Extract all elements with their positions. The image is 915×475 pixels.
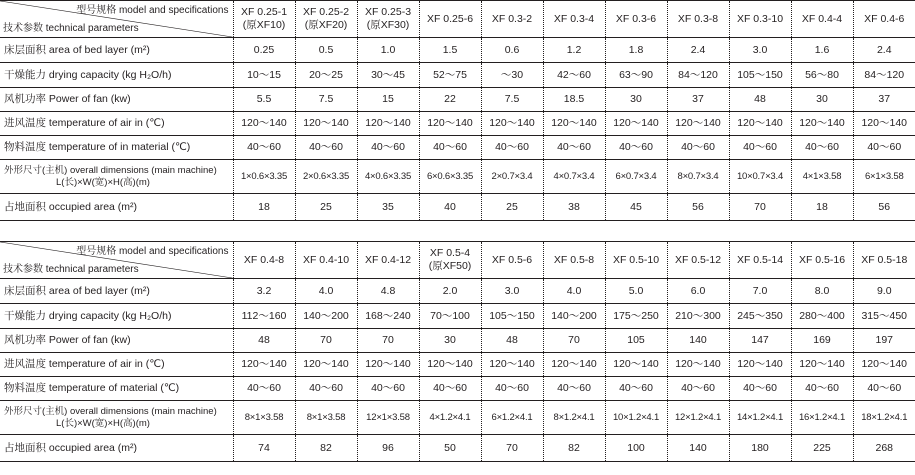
spec-row — [0, 279, 915, 304]
spec-value: 37 — [853, 88, 915, 112]
spec-value: 40～60 — [357, 377, 419, 401]
row-label-text: 占地面积 occupied area (m²) — [4, 441, 138, 454]
spec-value: 48 — [729, 88, 791, 112]
spec-value: 15 — [357, 88, 419, 112]
spec-value: 120～140 — [481, 112, 543, 136]
spec-value: 120～140 — [419, 353, 481, 377]
spec-value: 0.5 — [295, 38, 357, 63]
row-label — [0, 279, 233, 304]
spec-row — [0, 38, 915, 63]
spec-value: 40～60 — [791, 136, 853, 160]
spec-value: 40～60 — [729, 136, 791, 160]
spec-value: 4.0 — [543, 279, 605, 304]
spec-value: 10～15 — [233, 63, 295, 88]
model-name: XF 0.5-12 — [674, 253, 722, 266]
spec-value: 7.5 — [481, 88, 543, 112]
row-label-text: 占地面积 occupied area (m²) — [4, 200, 138, 213]
corner-bottom-label: 技术参数 technical parameters — [3, 264, 139, 275]
spec-value: 315～450 — [853, 304, 915, 329]
spec-value: 120～140 — [357, 112, 419, 136]
spec-value: 3.0 — [481, 279, 543, 304]
spec-value: 140～200 — [295, 304, 357, 329]
model-name: XF 0.4-8 — [243, 253, 285, 266]
row-label-text: 外形尺寸(主机) overall dimensions (main machine) — [4, 405, 217, 417]
spec-value: 6×0.6×3.35 — [419, 160, 481, 194]
spec-value: 14×1.2×4.1 — [729, 401, 791, 435]
spec-value: 30 — [419, 329, 481, 353]
row-label — [0, 304, 233, 329]
spec-value: 35 — [357, 194, 419, 221]
spec-value: 169 — [791, 329, 853, 353]
model-name: XF 0.25-3 — [364, 6, 412, 18]
row-label — [0, 329, 233, 353]
spec-value: 120～140 — [357, 353, 419, 377]
corner-top-label: 型号规格 model and specifications — [76, 5, 229, 16]
row-label-text: 外形尺寸(主机) overall dimensions (main machine) — [4, 164, 217, 176]
spec-value: 5.5 — [233, 88, 295, 112]
spec-row — [0, 112, 915, 136]
spec-row — [0, 160, 915, 194]
model-name: XF 0.5-8 — [553, 253, 595, 266]
spec-value: 42～60 — [543, 63, 605, 88]
spec-value: 120～140 — [791, 353, 853, 377]
spec-value: 45 — [605, 194, 667, 221]
spec-value: 1×0.6×3.35 — [233, 160, 295, 194]
model-header — [605, 1, 667, 38]
spec-value: 40～60 — [481, 136, 543, 160]
spec-value: 82 — [295, 435, 357, 462]
model-name: XF 0.5-6 — [491, 253, 533, 266]
spec-value: 120～140 — [667, 112, 729, 136]
model-name: XF 0.25-1 — [240, 6, 288, 18]
spec-value: 2×0.6×3.35 — [295, 160, 357, 194]
spec-value: 56 — [667, 194, 729, 221]
spec-value: 120～140 — [605, 112, 667, 136]
row-label — [0, 112, 233, 136]
spec-value: 120～140 — [729, 353, 791, 377]
model-name: XF 0.25-2 — [302, 6, 350, 18]
spec-value: 48 — [233, 329, 295, 353]
corner-top-label: 型号规格 model and specifications — [76, 246, 229, 257]
row-label-text: 风机功率 Power of fan (kw) — [4, 334, 131, 346]
spec-value: 112～160 — [233, 304, 295, 329]
model-header — [543, 242, 605, 279]
spec-value: 6×1.2×4.1 — [481, 401, 543, 435]
row-label — [0, 353, 233, 377]
spec-value: 70 — [481, 435, 543, 462]
spec-value: 268 — [853, 435, 915, 462]
spec-value: 120～140 — [543, 353, 605, 377]
row-label — [0, 160, 233, 194]
row-label-text: 干燥能力 drying capacity (kg H₂O/h) — [4, 68, 172, 81]
spec-value: 37 — [667, 88, 729, 112]
model-header — [791, 242, 853, 279]
spec-value: 280～400 — [791, 304, 853, 329]
spec-value: 70 — [357, 329, 419, 353]
spec-value: 12×1×3.58 — [357, 401, 419, 435]
spec-value: 40～60 — [853, 136, 915, 160]
row-label — [0, 377, 233, 401]
spec-value: 16×1.2×4.1 — [791, 401, 853, 435]
spec-value: 175～250 — [605, 304, 667, 329]
spec-value: 3.2 — [233, 279, 295, 304]
spec-value: 74 — [233, 435, 295, 462]
spec-value: 210～300 — [667, 304, 729, 329]
spec-value: 1.2 — [543, 38, 605, 63]
spec-value: 10×1.2×4.1 — [605, 401, 667, 435]
spec-value: 120～140 — [543, 112, 605, 136]
spec-row — [0, 377, 915, 401]
model-alias: (原XF10) — [242, 19, 286, 31]
spec-value: 120～140 — [419, 112, 481, 136]
spec-value: 8×1.2×4.1 — [543, 401, 605, 435]
row-label-text: 物料温度 temperature of material (℃) — [4, 382, 180, 394]
spec-value: 4.0 — [295, 279, 357, 304]
spec-value: 1.5 — [419, 38, 481, 63]
row-label — [0, 38, 233, 63]
spec-value: 40～60 — [419, 377, 481, 401]
spec-row — [0, 304, 915, 329]
spec-value: 140～200 — [543, 304, 605, 329]
spec-value: 1.0 — [357, 38, 419, 63]
spec-value: 120～140 — [667, 353, 729, 377]
model-name: XF 0.5-18 — [861, 253, 908, 266]
row-label — [0, 435, 233, 462]
spec-value: 40～60 — [667, 136, 729, 160]
row-label-text: 床层面积 area of bed layer (m²) — [4, 284, 150, 297]
spec-value: 6.0 — [667, 279, 729, 304]
spec-value: 4×0.7×3.4 — [543, 160, 605, 194]
spec-value: 140 — [667, 329, 729, 353]
spec-value: 52～75 — [419, 63, 481, 88]
spec-value: 50 — [419, 435, 481, 462]
spec-row — [0, 63, 915, 88]
model-header — [233, 1, 295, 38]
model-header — [791, 1, 853, 38]
model-header — [481, 242, 543, 279]
spec-value: 25 — [295, 194, 357, 221]
spec-value: 0.6 — [481, 38, 543, 63]
model-name: XF 0.4-4 — [801, 12, 843, 25]
row-label-subtext: L(长)×W(宽)×H(高)(m) — [56, 417, 150, 429]
spec-value: 18×1.2×4.1 — [853, 401, 915, 435]
spec-value: 63～90 — [605, 63, 667, 88]
spec-value: 18.5 — [543, 88, 605, 112]
spec-value: 40～60 — [729, 377, 791, 401]
spec-value: 4×0.6×3.35 — [357, 160, 419, 194]
spec-value: 30 — [605, 88, 667, 112]
spec-value: 38 — [543, 194, 605, 221]
model-alias: (原XF20) — [304, 19, 348, 31]
spec-value: 40～60 — [853, 377, 915, 401]
spec-value: 8×1×3.58 — [233, 401, 295, 435]
spec-value: 25 — [481, 194, 543, 221]
spec-value: 30 — [791, 88, 853, 112]
spec-value: 2.0 — [419, 279, 481, 304]
spec-value: 48 — [481, 329, 543, 353]
spec-value: 40～60 — [295, 377, 357, 401]
model-header — [605, 242, 667, 279]
spec-value: 96 — [357, 435, 419, 462]
spec-value: 0.25 — [233, 38, 295, 63]
spec-value: 84～120 — [667, 63, 729, 88]
spec-value: 18 — [791, 194, 853, 221]
spec-table-2 — [0, 241, 915, 462]
spec-value: 120～140 — [295, 112, 357, 136]
model-header — [667, 1, 729, 38]
model-header — [853, 242, 915, 279]
spec-value: 40～60 — [791, 377, 853, 401]
spec-value: 40～60 — [605, 136, 667, 160]
model-name: XF 0.3-6 — [615, 12, 657, 25]
row-label-text: 风机功率 Power of fan (kw) — [4, 93, 131, 105]
spec-value: 82 — [543, 435, 605, 462]
row-label — [0, 63, 233, 88]
row-label-text: 进风温度 temperature of air in (℃) — [4, 358, 165, 370]
spec-value: 2.4 — [667, 38, 729, 63]
spec-value: 40～60 — [233, 136, 295, 160]
spec-value: 120～140 — [853, 112, 915, 136]
model-name: XF 0.3-10 — [736, 12, 784, 25]
spec-value: 4×1×3.58 — [791, 160, 853, 194]
model-name: XF 0.4-10 — [302, 253, 350, 266]
model-header — [419, 1, 481, 38]
spec-value: 3.0 — [729, 38, 791, 63]
model-header — [667, 242, 729, 279]
spec-value: 70 — [295, 329, 357, 353]
model-header — [233, 242, 295, 279]
model-header — [853, 1, 915, 38]
model-header — [481, 1, 543, 38]
spec-value: 7.5 — [295, 88, 357, 112]
spec-value: 40～60 — [543, 136, 605, 160]
model-name: XF 0.5-16 — [798, 253, 846, 266]
spec-value: 120～140 — [295, 353, 357, 377]
corner-cell — [0, 242, 233, 279]
model-name: XF 0.25-6 — [426, 12, 474, 25]
spec-row — [0, 435, 915, 462]
model-header — [729, 242, 791, 279]
spec-value: 197 — [853, 329, 915, 353]
model-header — [729, 1, 791, 38]
spec-value: 40～60 — [357, 136, 419, 160]
spec-value: 120～140 — [605, 353, 667, 377]
spec-value: 1.8 — [605, 38, 667, 63]
model-header — [543, 1, 605, 38]
spec-value: 140 — [667, 435, 729, 462]
spec-value: 40～60 — [543, 377, 605, 401]
spec-value: 18 — [233, 194, 295, 221]
spec-value: 30～45 — [357, 63, 419, 88]
row-label-subtext: L(长)×W(宽)×H(高)(m) — [56, 176, 150, 188]
row-label-text: 床层面积 area of bed layer (m²) — [4, 43, 150, 56]
spec-value: 40 — [419, 194, 481, 221]
spec-value: 70 — [543, 329, 605, 353]
spec-value: 147 — [729, 329, 791, 353]
spec-value: 22 — [419, 88, 481, 112]
spec-value: 120～140 — [481, 353, 543, 377]
row-label — [0, 194, 233, 221]
spec-value: 105～150 — [481, 304, 543, 329]
spec-value: 6×1×3.58 — [853, 160, 915, 194]
model-header — [357, 242, 419, 279]
model-name: XF 0.3-4 — [553, 12, 595, 25]
spec-value: 40～60 — [667, 377, 729, 401]
spec-value: 4×1.2×4.1 — [419, 401, 481, 435]
spec-value: 120～140 — [853, 353, 915, 377]
row-label — [0, 136, 233, 160]
spec-value: 6×0.7×3.4 — [605, 160, 667, 194]
spec-row — [0, 88, 915, 112]
row-label — [0, 401, 233, 435]
header-row — [0, 1, 915, 38]
spec-value: 7.0 — [729, 279, 791, 304]
spec-value: 2.4 — [853, 38, 915, 63]
row-label — [0, 88, 233, 112]
spec-value: 10×0.7×3.4 — [729, 160, 791, 194]
spec-value: 40～60 — [295, 136, 357, 160]
spec-value: 225 — [791, 435, 853, 462]
spec-value: 120～140 — [791, 112, 853, 136]
spec-value: 120～140 — [729, 112, 791, 136]
spec-value: 8×0.7×3.4 — [667, 160, 729, 194]
spec-value: 40～60 — [233, 377, 295, 401]
spec-value: 84～120 — [853, 63, 915, 88]
spec-value: 20～25 — [295, 63, 357, 88]
spec-row — [0, 353, 915, 377]
model-name: XF 0.5-14 — [736, 253, 784, 266]
spec-value: 100 — [605, 435, 667, 462]
spec-value: 40～60 — [481, 377, 543, 401]
spec-value: 120～140 — [233, 112, 295, 136]
model-name: XF 0.5-4 — [429, 247, 471, 259]
row-label-text: 干燥能力 drying capacity (kg H₂O/h) — [4, 309, 172, 322]
spec-value: 2×0.7×3.4 — [481, 160, 543, 194]
spec-value: 5.0 — [605, 279, 667, 304]
spec-value: 40～60 — [605, 377, 667, 401]
spec-value: 1.6 — [791, 38, 853, 63]
spec-row — [0, 136, 915, 160]
spec-value: 105～150 — [729, 63, 791, 88]
row-label-text: 进风温度 temperature of air in (℃) — [4, 117, 165, 129]
spec-value: 8×1×3.58 — [295, 401, 357, 435]
model-header — [357, 1, 419, 38]
model-name: XF 0.4-12 — [364, 253, 412, 266]
corner-bottom-label: 技术参数 technical parameters — [3, 23, 139, 34]
spec-table-1 — [0, 0, 915, 221]
model-name: XF 0.3-8 — [677, 12, 719, 25]
model-name: XF 0.3-2 — [491, 12, 533, 25]
spec-value: 4.8 — [357, 279, 419, 304]
spec-value: 168～240 — [357, 304, 419, 329]
row-label-text: 物料温度 temperature of in material (℃) — [4, 141, 191, 153]
spec-value: 40～60 — [419, 136, 481, 160]
spec-value: 56 — [853, 194, 915, 221]
spec-value: ～30 — [481, 63, 543, 88]
spec-row — [0, 401, 915, 435]
corner-cell — [0, 1, 233, 38]
model-name: XF 0.5-10 — [612, 253, 660, 266]
spec-value: 180 — [729, 435, 791, 462]
model-alias: (原XF30) — [366, 19, 410, 31]
spec-value: 70～100 — [419, 304, 481, 329]
spec-value: 105 — [605, 329, 667, 353]
spec-row — [0, 194, 915, 221]
model-header — [295, 1, 357, 38]
spec-value: 56～80 — [791, 63, 853, 88]
spec-row — [0, 329, 915, 353]
spec-value: 120～140 — [233, 353, 295, 377]
spec-value: 12×1.2×4.1 — [667, 401, 729, 435]
model-name: XF 0.4-6 — [864, 12, 905, 25]
model-header — [419, 242, 481, 279]
spec-value: 8.0 — [791, 279, 853, 304]
model-alias: (原XF50) — [428, 260, 472, 272]
spec-value: 9.0 — [853, 279, 915, 304]
spec-value: 70 — [729, 194, 791, 221]
model-header — [295, 242, 357, 279]
spec-value: 245～350 — [729, 304, 791, 329]
header-row — [0, 242, 915, 279]
